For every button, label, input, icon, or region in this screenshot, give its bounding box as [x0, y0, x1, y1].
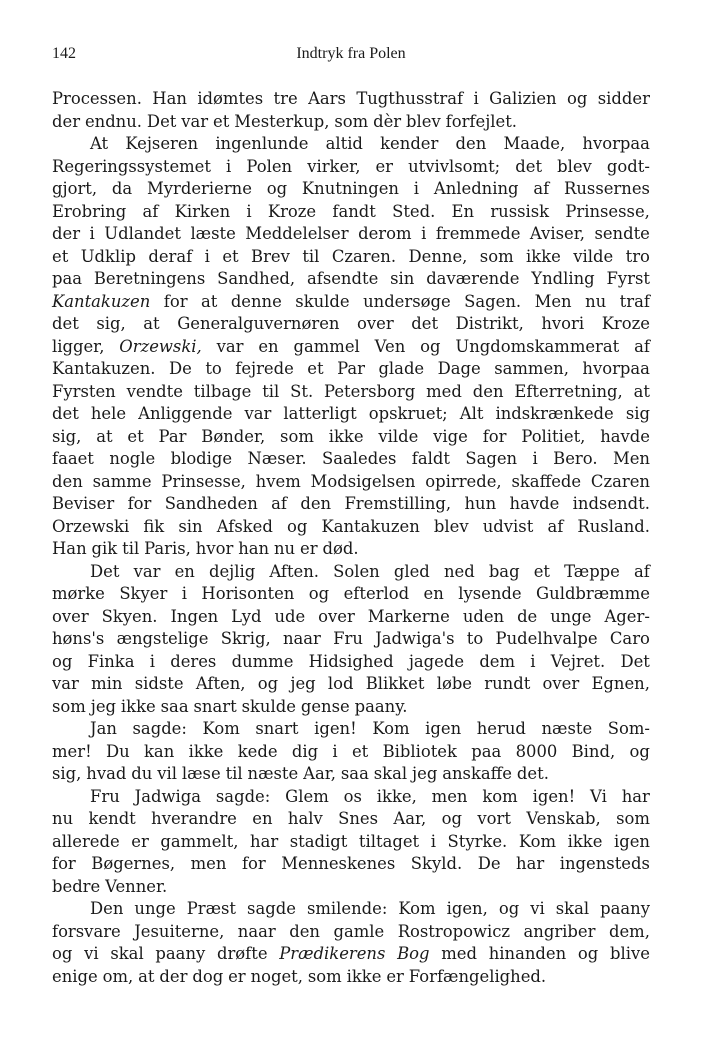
text-line: allerede er gammelt, har stadigt tiltaget i Styrke. Kom ikke igen [52, 831, 650, 851]
text-line: der endnu. Det var et Mesterkup, som dèr blev forfejlet. [52, 111, 518, 131]
text-line: den samme Prinsesse, hvem Modsigelsen opirrede, skaffede Czaren [52, 471, 650, 491]
body-text [52, 88, 650, 988]
text-line: gjort, da Myrderierne og Knutningen i Anledning af Russernes [52, 179, 650, 198]
text-line: Kantakuzen. De to fejrede et Par glade Dage sammen, hvorpaa [52, 359, 650, 378]
page-header [52, 45, 650, 69]
text-line: Beviser for Sandheden af den Fremstilling, hun havde indsendt. [52, 494, 650, 513]
running-title: Indtryk fra Polen [296, 45, 406, 62]
text-line: et Udklip deraf i et Brev til Czaren. Denne, som ikke vilde tro [52, 246, 650, 266]
text-line: Processen. Han idømtes tre Aars Tugthusstraf i Galizien og sidder [52, 89, 650, 108]
text-line: Jan sagde: Kom snart igen! Kom igen herud næste Som- [90, 719, 650, 738]
text-line: for Bøgernes, men for Menneskenes Skyld. De har ingensteds [52, 854, 650, 873]
text-line: Kantakuzen for at denne skulde undersøge Sagen. Men nu traf [52, 291, 650, 311]
text-line: sig, hvad du vil læse til næste Aar, saa skal jeg anskaffe det. [52, 764, 549, 783]
text-line: Fru Jadwiga sagde: Glem os ikke, men kom igen! Vi har [90, 786, 650, 806]
page-number: 142 [52, 45, 76, 62]
text-line: paa Beretningens Sandhed, afsendte sin daværende Yndling Fyrst [52, 269, 650, 288]
text-line: Erobring af Kirken i Kroze fandt Sted. En russisk Prinsesse, [52, 201, 650, 221]
text-line: Det var en dejlig Aften. Solen gled ned bag et Tæppe af [90, 561, 650, 581]
text-line: var min sidste Aften, og jeg lod Blikket løbe rundt over Egnen, [52, 674, 650, 693]
text-line: det hele Anliggende var latterligt opskruet; Alt indskrænkede sig [52, 404, 650, 423]
text-line: mørke Skyer i Horisonten og efterlod en lysende Guldbræmme [52, 584, 650, 603]
text-line: over Skyen. Ingen Lyd ude over Markerne uden de unge Ager- [52, 606, 650, 626]
text-line: det sig, at Generalguvernøren over det Distrikt, hvori Kroze [52, 314, 650, 333]
text-line: forsvare Jesuiterne, naar den gamle Rostropowicz angriber dem, [52, 921, 650, 941]
text-line: høns's ængstelige Skrig, naar Fru Jadwiga's to Pudelhvalpe Caro [52, 629, 650, 648]
text-line: Regeringssystemet i Polen virker, er utvivlsomt; det blev godt- [52, 156, 650, 176]
text-line: ligger, Orzewski, var en gammel Ven og Ungdomskammerat af [52, 336, 650, 356]
text-line: At Kejseren ingenlunde altid kender den Maade, hvorpaa [90, 134, 650, 153]
text-line: sig, at et Par Bønder, som ikke vilde vige for Politiet, havde [52, 426, 650, 446]
text-line: Fyrsten vendte tilbage til St. Petersborg med den Efterretning, at [52, 381, 650, 401]
text-line: Den unge Præst sagde smilende: Kom igen, og vi skal paany [90, 899, 650, 918]
text-line: mer! Du kan ikke kede dig i et Bibliotek paa 8000 Bind, og [52, 741, 650, 761]
text-line: der i Udlandet læste Meddelelser derom i fremmede Aviser, sendte [52, 224, 650, 243]
text-line: enige om, at der dog er noget, som ikke er Forfængelighed. [52, 966, 547, 986]
text-line: faaet nogle blodige Næser. Saaledes faldt Sagen i Bero. Men [52, 449, 650, 468]
text-line: nu kendt hverandre en halv Snes Aar, og vort Venskab, som [52, 809, 650, 828]
text-line: Han gik til Paris, hvor han nu er død. [52, 539, 359, 558]
text-line: Orzewski fik sin Afsked og Kantakuzen blev udvist af Rusland. [52, 516, 650, 536]
text-line: bedre Venner. [52, 876, 168, 896]
text-line: og vi skal paany drøfte Prædikerens Bog med hinanden og blive [52, 944, 650, 963]
text-line: og Finka i deres dumme Hidsighed jagede dem i Vejret. Det [52, 651, 650, 671]
text-line: som jeg ikke saa snart skulde gense paany. [52, 696, 408, 716]
